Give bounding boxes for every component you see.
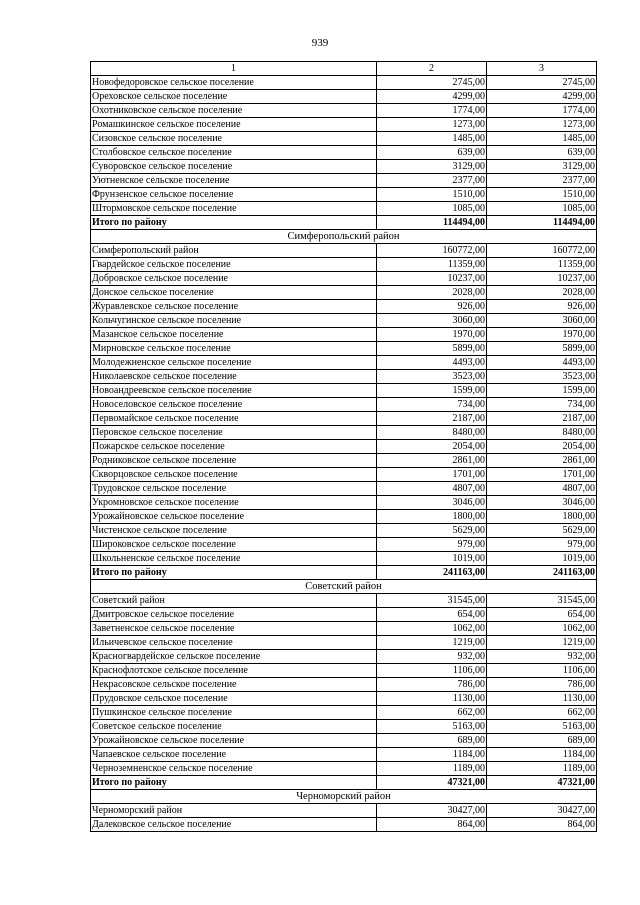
row-name: Сизовское сельское поселение: [91, 132, 377, 146]
table-row: [91, 286, 597, 300]
value-col2: 5899,00: [377, 342, 487, 356]
row-name: Чистенское сельское поселение: [91, 524, 377, 538]
row-name: Красногвардейское сельское поселение: [91, 650, 377, 664]
value-col2: 114494,00: [377, 216, 487, 230]
table-row: [91, 118, 597, 132]
value-col3: 3129,00: [487, 160, 597, 174]
value-col2: 2745,00: [377, 76, 487, 90]
value-col3: 1510,00: [487, 188, 597, 202]
table-row: [91, 342, 597, 356]
table-row: [91, 496, 597, 510]
value-col3: 1189,00: [487, 762, 597, 776]
value-col3: 1970,00: [487, 328, 597, 342]
row-name: Молодежненское сельское поселение: [91, 356, 377, 370]
row-name: Николаевское сельское поселение: [91, 370, 377, 384]
row-name: Прудовское сельское поселение: [91, 692, 377, 706]
value-col3: 241163,00: [487, 566, 597, 580]
row-name: Родниковское сельское поселение: [91, 454, 377, 468]
table-row: [91, 244, 597, 258]
table-row: [91, 160, 597, 174]
row-name: Итого по району: [91, 566, 377, 580]
value-col2: 1085,00: [377, 202, 487, 216]
table-row: [91, 370, 597, 384]
value-col2: 1106,00: [377, 664, 487, 678]
value-col3: 1106,00: [487, 664, 597, 678]
value-col2: 11359,00: [377, 258, 487, 272]
row-name: Донское сельское поселение: [91, 286, 377, 300]
value-col2: 2028,00: [377, 286, 487, 300]
row-name: Школьненское сельское поселение: [91, 552, 377, 566]
row-name: Новоселовское сельское поселение: [91, 398, 377, 412]
region-header-row: [91, 580, 597, 594]
value-col3: 2745,00: [487, 76, 597, 90]
row-name: Далековское сельское поселение: [91, 818, 377, 832]
value-col2: 3129,00: [377, 160, 487, 174]
value-col3: 2187,00: [487, 412, 597, 426]
table-row: [91, 76, 597, 90]
value-col2: 1485,00: [377, 132, 487, 146]
value-col2: 5629,00: [377, 524, 487, 538]
value-col2: 4299,00: [377, 90, 487, 104]
total-row: [91, 216, 597, 230]
row-name: Ореховское сельское поселение: [91, 90, 377, 104]
row-name: Краснофлотское сельское поселение: [91, 664, 377, 678]
table-row: [91, 818, 597, 832]
value-col3: 2377,00: [487, 174, 597, 188]
row-name: Кольчугинское сельское поселение: [91, 314, 377, 328]
row-name: Советское сельское поселение: [91, 720, 377, 734]
value-col2: 3060,00: [377, 314, 487, 328]
value-col2: 654,00: [377, 608, 487, 622]
page-number: 939: [311, 37, 329, 49]
column-header-3: 3: [487, 62, 597, 76]
value-col2: 3046,00: [377, 496, 487, 510]
table-row: [91, 678, 597, 692]
value-col2: 662,00: [377, 706, 487, 720]
value-col3: 2028,00: [487, 286, 597, 300]
value-col3: 2861,00: [487, 454, 597, 468]
value-col2: 30427,00: [377, 804, 487, 818]
value-col3: 864,00: [487, 818, 597, 832]
value-col2: 1062,00: [377, 622, 487, 636]
value-col3: 1800,00: [487, 510, 597, 524]
value-col3: 1599,00: [487, 384, 597, 398]
table-row: [91, 650, 597, 664]
value-col3: 1019,00: [487, 552, 597, 566]
table-row: [91, 762, 597, 776]
value-col2: 2054,00: [377, 440, 487, 454]
value-col2: 926,00: [377, 300, 487, 314]
value-col3: 3046,00: [487, 496, 597, 510]
table-row: [91, 468, 597, 482]
table-row: [91, 482, 597, 496]
value-col2: 160772,00: [377, 244, 487, 258]
table-row: [91, 594, 597, 608]
value-col2: 47321,00: [377, 776, 487, 790]
row-name: Гвардейское сельское поселение: [91, 258, 377, 272]
value-col3: 654,00: [487, 608, 597, 622]
row-name: Первомайское сельское поселение: [91, 412, 377, 426]
table-row: [91, 510, 597, 524]
value-col2: 3523,00: [377, 370, 487, 384]
value-col3: 3523,00: [487, 370, 597, 384]
value-col3: 5899,00: [487, 342, 597, 356]
value-col3: 30427,00: [487, 804, 597, 818]
table-row: [91, 104, 597, 118]
row-name: Уютненское сельское поселение: [91, 174, 377, 188]
value-col2: 2861,00: [377, 454, 487, 468]
value-col2: 734,00: [377, 398, 487, 412]
value-col3: 662,00: [487, 706, 597, 720]
value-col3: 114494,00: [487, 216, 597, 230]
table-row: [91, 608, 597, 622]
table-body: [91, 76, 597, 832]
row-name: Новоандреевское сельское поселение: [91, 384, 377, 398]
value-col3: 11359,00: [487, 258, 597, 272]
table-row: [91, 300, 597, 314]
value-col2: 786,00: [377, 678, 487, 692]
value-col3: 1219,00: [487, 636, 597, 650]
value-col3: 5629,00: [487, 524, 597, 538]
table-row: [91, 692, 597, 706]
value-col2: 639,00: [377, 146, 487, 160]
row-name: Столбовское сельское поселение: [91, 146, 377, 160]
header-row: [91, 62, 597, 76]
value-col2: 4493,00: [377, 356, 487, 370]
value-col2: 10237,00: [377, 272, 487, 286]
table-row: [91, 426, 597, 440]
total-row: [91, 566, 597, 580]
region-title: Черноморский район: [91, 790, 597, 804]
value-col2: 864,00: [377, 818, 487, 832]
row-name: Охотниковское сельское поселение: [91, 104, 377, 118]
table-row: [91, 748, 597, 762]
row-name: Итого по району: [91, 776, 377, 790]
table-row: [91, 440, 597, 454]
value-col3: 4299,00: [487, 90, 597, 104]
value-col3: 926,00: [487, 300, 597, 314]
row-name: Дмитровское сельское поселение: [91, 608, 377, 622]
value-col3: 932,00: [487, 650, 597, 664]
value-col3: 1273,00: [487, 118, 597, 132]
row-name: Урожайновское сельское поселение: [91, 510, 377, 524]
row-name: Пушкинское сельское поселение: [91, 706, 377, 720]
row-name: Чапаевское сельское поселение: [91, 748, 377, 762]
value-col3: 8480,00: [487, 426, 597, 440]
value-col2: 932,00: [377, 650, 487, 664]
value-col3: 639,00: [487, 146, 597, 160]
value-col2: 689,00: [377, 734, 487, 748]
value-col3: 1062,00: [487, 622, 597, 636]
region-header-row: [91, 790, 597, 804]
budget-table: [90, 61, 597, 832]
row-name: Советский район: [91, 594, 377, 608]
row-name: Черноморский район: [91, 804, 377, 818]
region-title: Советский район: [91, 580, 597, 594]
row-name: Фрунзенское сельское поселение: [91, 188, 377, 202]
value-col3: 4807,00: [487, 482, 597, 496]
table-row: [91, 524, 597, 538]
row-name: Урожайновское сельское поселение: [91, 734, 377, 748]
value-col2: 241163,00: [377, 566, 487, 580]
table-row: [91, 720, 597, 734]
value-col2: 1273,00: [377, 118, 487, 132]
value-col2: 1189,00: [377, 762, 487, 776]
value-col3: 3060,00: [487, 314, 597, 328]
value-col2: 31545,00: [377, 594, 487, 608]
row-name: Пожарское сельское поселение: [91, 440, 377, 454]
value-col2: 979,00: [377, 538, 487, 552]
row-name: Укромновское сельское поселение: [91, 496, 377, 510]
value-col2: 5163,00: [377, 720, 487, 734]
row-name: Мазанское сельское поселение: [91, 328, 377, 342]
value-col2: 1130,00: [377, 692, 487, 706]
value-col3: 734,00: [487, 398, 597, 412]
row-name: Перовское сельское поселение: [91, 426, 377, 440]
table-row: [91, 90, 597, 104]
table-row: [91, 552, 597, 566]
region-title: Симферопольский район: [91, 230, 597, 244]
table-row: [91, 188, 597, 202]
table-row: [91, 272, 597, 286]
table-row: [91, 314, 597, 328]
value-col2: 1701,00: [377, 468, 487, 482]
table-row: [91, 622, 597, 636]
column-header-2: 2: [377, 62, 487, 76]
value-col3: 2054,00: [487, 440, 597, 454]
value-col2: 8480,00: [377, 426, 487, 440]
value-col3: 10237,00: [487, 272, 597, 286]
table-row: [91, 664, 597, 678]
row-name: Ильичевское сельское поселение: [91, 636, 377, 650]
value-col2: 2377,00: [377, 174, 487, 188]
row-name: Ромашкинское сельское поселение: [91, 118, 377, 132]
row-name: Добровское сельское поселение: [91, 272, 377, 286]
table-row: [91, 636, 597, 650]
table-row: [91, 804, 597, 818]
row-name: Скворцовское сельское поселение: [91, 468, 377, 482]
row-name: Журавлевское сельское поселение: [91, 300, 377, 314]
table-row: [91, 412, 597, 426]
row-name: Штормовское сельское поселение: [91, 202, 377, 216]
row-name: Симферопольский район: [91, 244, 377, 258]
table-row: [91, 328, 597, 342]
table-row: [91, 258, 597, 272]
table-row: [91, 706, 597, 720]
column-header-1: 1: [91, 62, 377, 76]
row-name: Суворовское сельское поселение: [91, 160, 377, 174]
table-row: [91, 454, 597, 468]
table-row: [91, 202, 597, 216]
value-col3: 786,00: [487, 678, 597, 692]
table-row: [91, 734, 597, 748]
table-row: [91, 356, 597, 370]
value-col2: 1800,00: [377, 510, 487, 524]
table-row: [91, 132, 597, 146]
value-col3: 1184,00: [487, 748, 597, 762]
value-col3: 4493,00: [487, 356, 597, 370]
value-col3: 5163,00: [487, 720, 597, 734]
value-col2: 1599,00: [377, 384, 487, 398]
value-col3: 160772,00: [487, 244, 597, 258]
value-col3: 1130,00: [487, 692, 597, 706]
value-col2: 2187,00: [377, 412, 487, 426]
table-row: [91, 174, 597, 188]
value-col2: 1019,00: [377, 552, 487, 566]
row-name: Заветненское сельское поселение: [91, 622, 377, 636]
row-name: Широковское сельское поселение: [91, 538, 377, 552]
table-row: [91, 384, 597, 398]
value-col3: 1085,00: [487, 202, 597, 216]
row-name: Трудовское сельское поселение: [91, 482, 377, 496]
table-row: [91, 398, 597, 412]
value-col2: 1184,00: [377, 748, 487, 762]
region-header-row: [91, 230, 597, 244]
value-col2: 1970,00: [377, 328, 487, 342]
row-name: Новофедоровское сельское поселение: [91, 76, 377, 90]
value-col2: 1774,00: [377, 104, 487, 118]
value-col2: 1219,00: [377, 636, 487, 650]
value-col3: 979,00: [487, 538, 597, 552]
value-col2: 1510,00: [377, 188, 487, 202]
value-col3: 31545,00: [487, 594, 597, 608]
value-col3: 47321,00: [487, 776, 597, 790]
table-row: [91, 146, 597, 160]
total-row: [91, 776, 597, 790]
value-col3: 1774,00: [487, 104, 597, 118]
value-col3: 1701,00: [487, 468, 597, 482]
row-name: Мирновское сельское поселение: [91, 342, 377, 356]
value-col2: 4807,00: [377, 482, 487, 496]
row-name: Некрасовское сельское поселение: [91, 678, 377, 692]
value-col3: 689,00: [487, 734, 597, 748]
row-name: Черноземненское сельское поселение: [91, 762, 377, 776]
table-row: [91, 538, 597, 552]
value-col3: 1485,00: [487, 132, 597, 146]
row-name: Итого по району: [91, 216, 377, 230]
